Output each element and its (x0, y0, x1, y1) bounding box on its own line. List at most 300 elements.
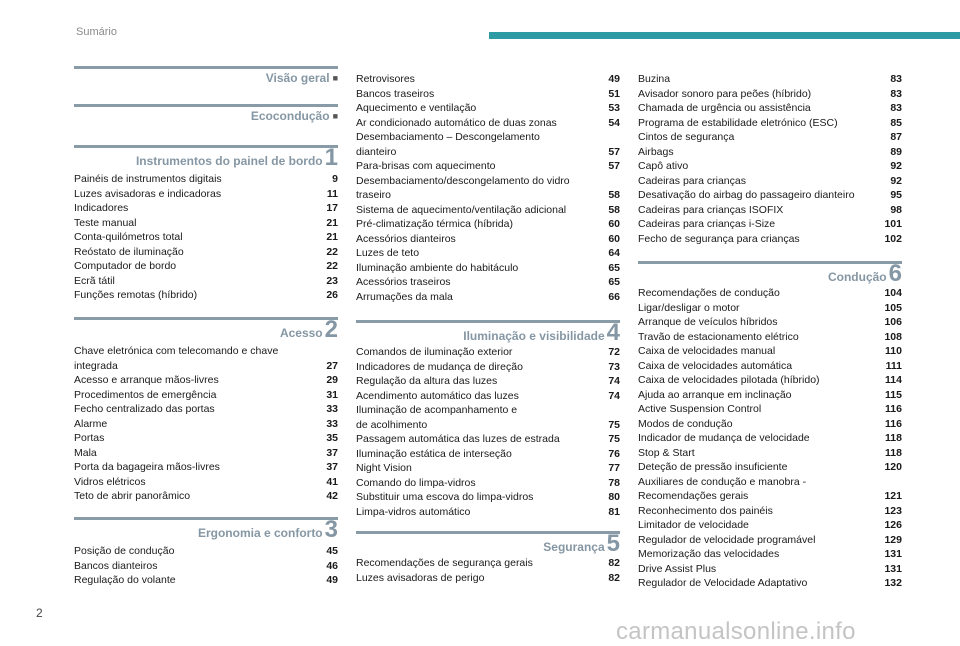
toc-sublist (74, 373, 338, 504)
header-title: Sumário (76, 26, 117, 38)
toc-entry-label: Desembaciamento/descongelamento do vidro (356, 174, 570, 187)
section-ergonomia (74, 517, 338, 588)
section-title: Acesso (279, 326, 323, 340)
toc-entry[interactable] (638, 217, 902, 232)
toc-entry-label: Cintos de segurança (638, 131, 735, 143)
toc-entry-label: Recomendações de segurança gerais (356, 557, 533, 569)
section-visao-geral[interactable] (74, 66, 338, 86)
toc-entry-label: Arranque de veículos híbridos (638, 316, 778, 328)
toc-entry-page: 42 (326, 490, 338, 502)
toc-entry-label: Teste manual (74, 216, 137, 229)
toc-entry-page: 92 (890, 174, 902, 187)
section-heading[interactable] (638, 260, 902, 287)
toc-entry[interactable] (74, 402, 338, 417)
toc-entry-label: Modos de condução (638, 417, 733, 430)
toc-entry-page: 76 (608, 447, 620, 460)
toc-entry[interactable] (74, 475, 338, 490)
toc-entry[interactable] (74, 446, 338, 461)
toc-entry[interactable] (638, 547, 902, 562)
toc-entry[interactable] (638, 315, 902, 330)
toc-entry-page: 21 (326, 231, 338, 243)
toc-entry-page: 116 (885, 417, 902, 430)
toc-entry-label: Chamada de urgência ou assistência (638, 102, 811, 114)
toc-entry-label: Stop & Start (638, 446, 695, 459)
toc-entry-label: Iluminação ambiente do habitáculo (356, 261, 519, 274)
section-title: Segurança (543, 540, 605, 554)
toc-entry-label: Mala (74, 446, 97, 459)
toc-entry[interactable] (74, 274, 338, 289)
toc-entry[interactable] (356, 490, 620, 505)
section-title: Ergonomia e conforto (197, 526, 323, 540)
toc-entry-page: 75 (608, 433, 620, 445)
toc-entry[interactable] (356, 461, 620, 476)
section-number: 2 (324, 316, 338, 343)
toc-entry[interactable] (356, 261, 620, 276)
toc-entry-page: 102 (884, 232, 902, 245)
toc-entry-page: 118 (885, 432, 902, 444)
toc-entry[interactable] (638, 145, 902, 160)
toc-entry-page: 65 (608, 276, 620, 288)
toc-entry[interactable] (356, 101, 620, 116)
toc-entry-label: Vidros elétricos (74, 475, 146, 488)
toc-entry-label: Iluminação de acompanhamento e (356, 404, 518, 416)
toc-entry-label: Auxiliares de condução e manobra - (638, 475, 807, 488)
toc-entry-page: 123 (884, 504, 902, 517)
toc-entry-page: 110 (885, 345, 902, 357)
toc-entry-label: Programa de estabilidade eletrónico (ESC) (638, 116, 838, 129)
toc-entry-label: Memorização das velocidades (638, 548, 780, 560)
toc-entry-label: Fecho de segurança para crianças (638, 232, 800, 245)
section-number: 3 (324, 516, 338, 543)
toc-entry-page: 35 (326, 432, 338, 444)
toc-entry-label: Funções remotas (híbrido) (74, 289, 198, 301)
toc-entry[interactable] (74, 388, 338, 403)
toc-entry-label: Painéis de instrumentos digitais (74, 173, 222, 185)
toc-entry-label: Cadeiras para crianças i-Size (638, 218, 776, 230)
toc-entry[interactable] (356, 505, 620, 520)
toc-entry-page: 46 (326, 559, 338, 572)
toc-sublist (356, 203, 620, 305)
toc-entry-label: Active Suspension Control (638, 403, 762, 415)
section-iluminacao (356, 320, 620, 519)
toc-entry-page: 41 (326, 475, 338, 488)
toc-entry-label: Iluminação estática de interseção (356, 447, 512, 460)
toc-entry-label: Indicadores (74, 202, 129, 214)
toc-list (74, 344, 338, 504)
toc-entry-label: traseiro (356, 189, 392, 201)
toc-entry-page: 74 (608, 375, 620, 387)
toc-entry[interactable] (74, 216, 338, 231)
toc-entry-label: Ar condicionado automático de duas zonas (356, 116, 557, 129)
toc-entry-page: 58 (608, 189, 620, 201)
section-ergonomia-continued (356, 72, 620, 304)
toc-list (356, 556, 620, 585)
toc-entry[interactable] (74, 288, 338, 303)
toc-entry[interactable] (356, 203, 620, 218)
toc-entry-label: Luzes avisadoras de perigo (356, 571, 485, 584)
toc-entry-page: 120 (884, 461, 902, 473)
section-conducao (638, 261, 902, 591)
toc-entry-label: Desembaciamento – Descongelamento (356, 131, 540, 143)
section-ecoconducao[interactable] (74, 104, 338, 124)
section-seguranca (356, 531, 620, 585)
toc-entry-page: 104 (884, 287, 902, 299)
toc-entry-label: Drive Assist Plus (638, 562, 717, 575)
toc-entry-page: 83 (890, 73, 902, 85)
toc-entry[interactable] (74, 431, 338, 446)
toc-entry[interactable] (638, 159, 902, 174)
toc-entry-label: Cadeiras para crianças (638, 174, 746, 187)
section-heading[interactable] (74, 316, 338, 343)
square-bullet-icon: ■ (332, 73, 338, 83)
toc-entry-label: Indicadores de mudança de direção (356, 360, 523, 373)
toc-entry-page: 126 (884, 519, 902, 531)
toc-entry[interactable] (638, 286, 902, 301)
toc-entry-label: de acolhimento (356, 418, 428, 431)
toc-sublist (356, 345, 620, 403)
toc-entry-page: 131 (884, 562, 902, 575)
toc-entry[interactable] (74, 573, 338, 588)
toc-entry-page: 57 (608, 145, 620, 158)
toc-entry-label: Posição de condução (74, 545, 175, 557)
toc-entry-label: Caixa de velocidades pilotada (híbrido) (638, 374, 820, 386)
toc-entry[interactable] (74, 259, 338, 274)
toc-entry[interactable] (356, 432, 620, 447)
toc-entry-label: Comandos de iluminação exterior (356, 346, 513, 358)
toc-entry-page: 9 (332, 173, 338, 185)
toc-entry-label: Computador de bordo (74, 260, 177, 272)
toc-entry-page: 53 (608, 102, 620, 114)
toc-sublist (356, 72, 620, 130)
toc-entry-label: Passagem automática das luzes de estrada (356, 433, 560, 445)
toc-entry[interactable] (74, 187, 338, 202)
toc-entry-label: Comando do limpa-vidros (356, 476, 476, 489)
toc-entry-page: 83 (890, 102, 902, 114)
toc-entry-page: 85 (890, 116, 902, 129)
toc-entry[interactable] (638, 330, 902, 345)
toc-entry-label: Reconhecimento dos painéis (638, 504, 773, 517)
section-seguranca-continued (638, 72, 902, 246)
toc-entry-label: Alarme (74, 417, 108, 430)
toc-entry[interactable] (638, 388, 902, 403)
toc-entry[interactable] (638, 359, 902, 374)
toc-entry[interactable] (356, 72, 620, 87)
toc-entry[interactable] (356, 87, 620, 102)
toc-entry[interactable] (74, 172, 338, 187)
toc-entry-page: 98 (890, 203, 902, 216)
toc-entry[interactable] (638, 533, 902, 548)
toc-entry-label: Acessórios traseiros (356, 276, 451, 288)
toc-entry[interactable] (638, 72, 902, 87)
toc-entry-label: Indicador de mudança de velocidade (638, 432, 810, 444)
toc-entry[interactable] (638, 87, 902, 102)
toc-entry-label: Bancos traseiros (356, 87, 435, 100)
toc-entry-label: Teto de abrir panorâmico (74, 490, 191, 502)
toc-entry[interactable] (638, 446, 902, 461)
toc-entry[interactable] (74, 230, 338, 245)
toc-entry[interactable] (638, 576, 902, 591)
toc-entry-label: Porta da bagageira mãos-livres (74, 461, 220, 473)
toc-entry[interactable] (638, 232, 902, 247)
toc-entry-page: 75 (608, 418, 620, 431)
toc-entry-page: 115 (885, 388, 902, 401)
toc-entry-page: 89 (890, 145, 902, 158)
toc-entry-label: Fecho centralizado das portas (74, 403, 215, 415)
toc-entry[interactable] (356, 476, 620, 491)
section-number: 4 (606, 319, 620, 346)
toc-entry-page: 80 (608, 491, 620, 503)
toc-entry[interactable] (356, 159, 620, 174)
toc-entry-page: 114 (885, 374, 902, 386)
section-heading (74, 70, 338, 86)
toc-entry[interactable] (356, 556, 620, 571)
section-heading[interactable] (74, 516, 338, 543)
section-rule (74, 104, 338, 107)
toc-entry-page: 95 (890, 189, 902, 201)
toc-entry[interactable] (356, 403, 620, 432)
toc-entry-label: Acesso e arranque mãos-livres (74, 374, 219, 386)
toc-entry-label: Pré-climatização térmica (híbrida) (356, 218, 513, 230)
toc-entry-label: Ajuda ao arranque em inclinação (638, 388, 792, 401)
toc-entry-page: 22 (326, 260, 338, 272)
toc-entry-label: Bancos dianteiros (74, 559, 158, 572)
toc-entry[interactable] (356, 360, 620, 375)
toc-entry-label: Procedimentos de emergência (74, 388, 217, 401)
toc-entry[interactable] (74, 245, 338, 260)
toc-entry-label: Aquecimento e ventilação (356, 102, 477, 114)
toc-entry-label: Avisador sonoro para peões (híbrido) (638, 87, 812, 100)
toc-entry[interactable] (638, 174, 902, 189)
toc-entry[interactable] (638, 301, 902, 316)
toc-entry-label: Para-brisas com aquecimento (356, 160, 496, 172)
toc-entry-page: 82 (608, 557, 620, 569)
toc-entry-page: 81 (608, 505, 620, 518)
toc-entry-label: Luzes avisadoras e indicadoras (74, 187, 222, 200)
section-title: Visão geral (265, 71, 330, 85)
toc-entry-label: Luzes de teto (356, 247, 420, 259)
toc-list (74, 172, 338, 303)
toc-entry-label: Sistema de aquecimento/ventilação adicional (356, 203, 567, 216)
toc-entry-page: 106 (884, 316, 902, 328)
toc-entry-page: 26 (326, 289, 338, 301)
toc-entry-label: Regulação do volante (74, 574, 176, 586)
section-acesso (74, 317, 338, 504)
toc-entry[interactable] (638, 417, 902, 432)
toc-entry[interactable] (356, 116, 620, 131)
section-number: 6 (888, 260, 902, 287)
section-title: Instrumentos do painel de bordo (135, 154, 323, 168)
toc-entry-page: 72 (608, 346, 620, 358)
toc-entry-page: 116 (885, 403, 902, 415)
toc-entry[interactable] (356, 389, 620, 404)
toc-entry[interactable] (356, 217, 620, 232)
toc-entry-label: Regulação da altura das luzes (356, 375, 498, 387)
section-rule (74, 66, 338, 69)
toc-entry-page: 21 (326, 216, 338, 229)
toc-entry-label: Ecrã tátil (74, 274, 115, 287)
toc-entry-label: Night Vision (356, 462, 412, 474)
toc-entry[interactable] (638, 460, 902, 475)
toc-entry[interactable] (74, 460, 338, 475)
toc-entry[interactable] (638, 402, 902, 417)
toc-list (356, 345, 620, 519)
toc-entry-page: 118 (885, 446, 902, 459)
toc-entry-label: Retrovisores (356, 73, 415, 85)
toc-entry-page: 92 (890, 160, 902, 172)
toc-entry-label: Caixa de velocidades manual (638, 345, 776, 357)
toc-entry-label: Buzina (638, 73, 671, 85)
header-accent-bar (489, 32, 960, 39)
toc-entry-page: 51 (608, 87, 620, 100)
toc-entry-label: Regulador de velocidade programável (638, 533, 816, 546)
toc-entry[interactable] (638, 475, 902, 504)
toc-entry-page: 27 (326, 359, 338, 372)
watermark: carmanualsonline.info (616, 618, 856, 645)
toc-entry-label: Acessórios dianteiros (356, 232, 456, 245)
section-heading[interactable] (74, 144, 338, 171)
toc-entry-page: 31 (326, 388, 338, 401)
toc-entry-page: 54 (608, 116, 620, 129)
section-instrumentos (74, 145, 338, 303)
toc-entry-label: Airbags (638, 145, 674, 158)
toc-entry-page: 57 (608, 160, 620, 172)
page-number: 2 (36, 606, 43, 620)
toc-entry[interactable] (74, 201, 338, 216)
toc-entry[interactable] (356, 174, 620, 203)
toc-entry-label: dianteiro (356, 145, 397, 158)
toc-entry[interactable] (74, 559, 338, 574)
toc-entry-label: Chave eletrónica com telecomando e chave (74, 345, 279, 357)
toc-entry-page: 83 (890, 87, 902, 100)
toc-entry-label: Caixa de velocidades automática (638, 359, 793, 372)
toc-entry-page: 65 (608, 261, 620, 274)
toc-entry[interactable] (356, 571, 620, 586)
toc-entry[interactable] (74, 489, 338, 504)
toc-entry-label: Limpa-vidros automático (356, 505, 471, 518)
toc-entry-page: 131 (884, 548, 902, 560)
toc-entry-page: 87 (890, 131, 902, 143)
toc-entry-page: 73 (608, 360, 620, 373)
toc-entry[interactable] (638, 101, 902, 116)
toc-entry-label: Regulador de Velocidade Adaptativo (638, 577, 808, 589)
toc-entry[interactable] (638, 431, 902, 446)
section-heading (74, 108, 338, 124)
toc-entry-page: 101 (884, 218, 902, 230)
toc-entry[interactable] (638, 504, 902, 519)
toc-entry-label: Acendimento automático das luzes (356, 389, 519, 402)
toc-entry-label: integrada (74, 359, 118, 372)
toc-entry-label: Desativação do airbag do passageiro dianteiro (638, 189, 855, 201)
toc-entry-page: 111 (885, 359, 902, 372)
toc-entry-page: 78 (608, 476, 620, 489)
toc-entry-page: 108 (884, 330, 902, 343)
toc-list (638, 286, 902, 591)
toc-entry[interactable] (638, 203, 902, 218)
toc-entry-label: Substituir uma escova do limpa-vidros (356, 491, 534, 503)
toc-entry-page: 29 (326, 374, 338, 386)
square-bullet-icon: ■ (332, 111, 338, 121)
toc-entry-page: 105 (884, 301, 902, 314)
toc-entry[interactable] (356, 447, 620, 462)
toc-entry-label: Arrumações da mala (356, 290, 453, 303)
toc-entry-page: 49 (608, 73, 620, 85)
section-title: Iluminação e visibilidade (463, 329, 605, 343)
toc-entry-label: Limitador de velocidade (638, 519, 749, 531)
toc-entry-label: Reóstato de iluminação (74, 245, 184, 258)
toc-entry[interactable] (638, 130, 902, 145)
section-heading[interactable] (356, 319, 620, 346)
toc-entry-page: 60 (608, 232, 620, 245)
toc-entry-page: 23 (326, 274, 338, 287)
toc-list (74, 544, 338, 588)
toc-entry-page: 77 (608, 462, 620, 474)
toc-entry[interactable] (638, 562, 902, 577)
toc-entry[interactable] (74, 544, 338, 559)
toc-entry[interactable] (356, 275, 620, 290)
toc-entry-page: 121 (884, 490, 902, 502)
toc-list (638, 72, 902, 246)
toc-entry-page: 37 (326, 446, 338, 459)
toc-entry-page: 33 (326, 403, 338, 415)
toc-entry-page: 49 (326, 574, 338, 586)
toc-entry[interactable] (74, 344, 338, 373)
toc-entry[interactable] (356, 345, 620, 360)
toc-list (356, 72, 620, 304)
toc-entry-label: Recomendações gerais (638, 490, 749, 502)
toc-entry-page: 66 (608, 290, 620, 303)
toc-entry-page: 74 (608, 389, 620, 402)
toc-entry-page: 45 (326, 545, 338, 557)
toc-entry[interactable] (638, 344, 902, 359)
toc-entry-page: 17 (326, 202, 338, 214)
toc-entry-label: Conta-quilómetros total (74, 231, 183, 243)
toc-entry[interactable] (356, 374, 620, 389)
toc-entry[interactable] (638, 518, 902, 533)
toc-entry-label: Cadeiras para crianças ISOFIX (638, 203, 784, 216)
toc-entry-page: 132 (884, 577, 902, 589)
section-title: Condução (827, 270, 887, 284)
toc-entry[interactable] (356, 130, 620, 159)
toc-entry-page: 129 (884, 533, 902, 546)
toc-entry-page: 82 (608, 571, 620, 584)
section-heading[interactable] (356, 530, 620, 557)
toc-entry[interactable] (74, 373, 338, 388)
toc-entry-page: 11 (326, 187, 338, 200)
toc-entry-page: 60 (608, 218, 620, 230)
toc-entry-page: 58 (608, 203, 620, 216)
toc-entry[interactable] (638, 373, 902, 388)
toc-entry-label: Ligar/desligar o motor (638, 301, 740, 314)
toc-entry-label: Capô ativo (638, 160, 689, 172)
toc-entry-page: 37 (326, 461, 338, 473)
toc-entry-label: Travão de estacionamento elétrico (638, 330, 799, 343)
toc-entry[interactable] (638, 188, 902, 203)
toc-entry-label: Recomendações de condução (638, 287, 780, 299)
toc-entry[interactable] (356, 290, 620, 305)
toc-sublist (638, 286, 902, 475)
section-title: Ecocondução (250, 109, 330, 123)
toc-entry-label: Deteção de pressão insuficiente (638, 461, 788, 473)
toc-entry[interactable] (74, 417, 338, 432)
toc-entry[interactable] (638, 116, 902, 131)
toc-entry-page: 33 (326, 417, 338, 430)
toc-sublist (638, 504, 902, 591)
toc-entry-page: 64 (608, 247, 620, 259)
section-number: 1 (324, 144, 338, 171)
toc-entry[interactable] (356, 246, 620, 261)
toc-entry-page: 22 (326, 245, 338, 258)
toc-entry[interactable] (356, 232, 620, 247)
